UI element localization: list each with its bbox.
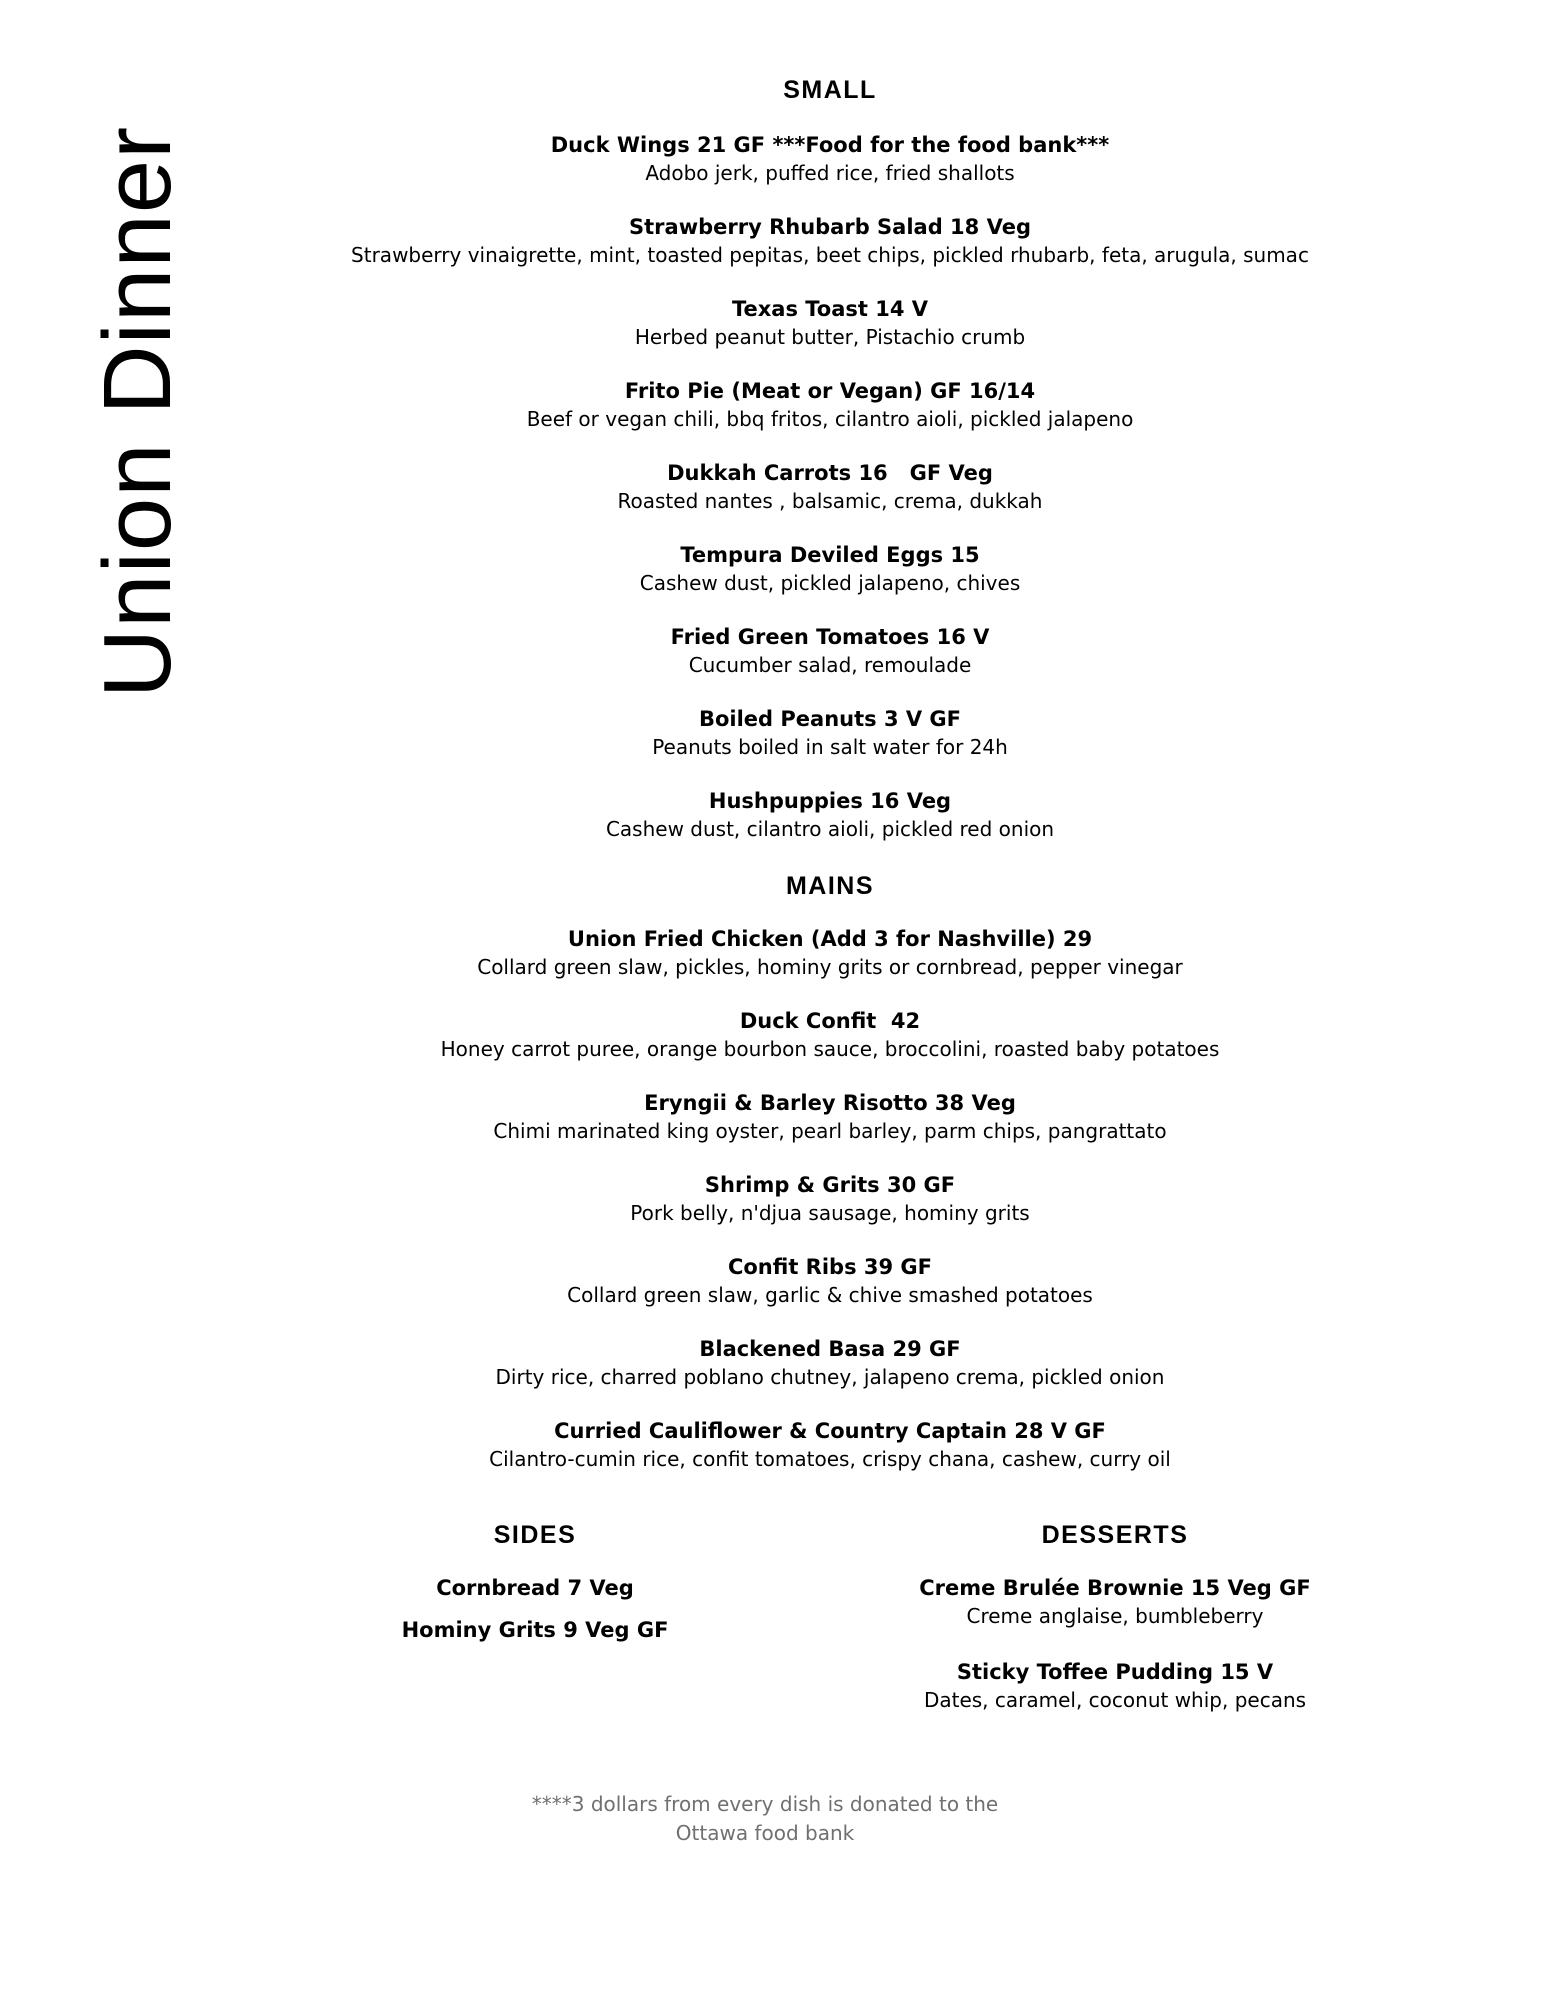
item-name: Curried Cauliflower & Country Captain 28 V GF xyxy=(554,1419,1106,1443)
menu-item xyxy=(300,787,1360,843)
menu-item xyxy=(890,1658,1340,1714)
item-description: Collard green slaw, garlic & chive smashed potatoes xyxy=(567,1283,1093,1307)
menu-item xyxy=(300,1253,1360,1309)
menu-item xyxy=(370,1616,700,1644)
menu-item xyxy=(300,377,1360,433)
mains-heading: MAINS xyxy=(785,872,875,900)
menu-item xyxy=(300,705,1360,761)
item-description: Roasted nantes , balsamic, crema, dukkah xyxy=(617,489,1043,513)
menu-item xyxy=(300,1007,1360,1063)
item-description: Cucumber salad, remoulade xyxy=(688,653,972,677)
item-description: Beef or vegan chili, bbq fritos, cilantro aioli, pickled jalapeno xyxy=(526,407,1134,431)
item-name: Blackened Basa 29 GF xyxy=(699,1337,961,1361)
item-name: Eryngii & Barley Risotto 38 Veg xyxy=(644,1091,1016,1115)
menu-item xyxy=(300,1335,1360,1391)
small-heading: SMALL xyxy=(783,76,877,104)
item-name: Fried Green Tomatoes 16 V xyxy=(670,625,990,649)
item-name: Confit Ribs 39 GF xyxy=(727,1255,933,1279)
item-description: Pork belly, n'djua sausage, hominy grits xyxy=(630,1201,1030,1225)
item-name: Shrimp & Grits 30 GF xyxy=(704,1173,956,1197)
footnote-line: Ottawa food bank xyxy=(675,1821,855,1845)
item-description: Collard green slaw, pickles, hominy grits or cornbread, pepper vinegar xyxy=(477,955,1183,979)
item-name: Union Fried Chicken (Add 3 for Nashville) 29 xyxy=(567,927,1093,951)
menu-item xyxy=(300,1171,1360,1227)
item-name: Strawberry Rhubarb Salad 18 Veg xyxy=(629,215,1031,239)
main-menu xyxy=(300,75,1360,1473)
footnote xyxy=(500,1790,1030,1848)
menu-item xyxy=(370,1574,700,1602)
menu-item xyxy=(300,131,1360,187)
item-description: Dirty rice, charred poblano chutney, jalapeno crema, pickled onion xyxy=(495,1365,1165,1389)
item-description: Dates, caramel, coconut whip, pecans xyxy=(923,1688,1307,1712)
item-description: Herbed peanut butter, Pistachio crumb xyxy=(634,325,1026,349)
small-list xyxy=(300,131,1360,843)
menu-item xyxy=(300,213,1360,269)
item-description: Cilantro-cumin rice, confit tomatoes, crispy chana, cashew, curry oil xyxy=(489,1447,1171,1471)
item-name: Sticky Toffee Pudding 15 V xyxy=(956,1660,1274,1684)
menu-item xyxy=(300,459,1360,515)
menu-item xyxy=(300,1089,1360,1145)
item-name: Duck Wings 21 GF ***Food for the food bank*** xyxy=(550,133,1110,157)
item-description: Creme anglaise, bumbleberry xyxy=(966,1604,1264,1628)
menu-item xyxy=(300,623,1360,679)
menu-title: Union Dinner xyxy=(84,125,191,699)
item-description: Strawberry vinaigrette, mint, toasted pepitas, beet chips, pickled rhubarb, feta, arugula, sumac xyxy=(351,243,1309,267)
menu-item xyxy=(300,1417,1360,1473)
menu-item xyxy=(300,541,1360,597)
item-description: Honey carrot puree, orange bourbon sauce, broccolini, roasted baby potatoes xyxy=(440,1037,1220,1061)
item-name: Tempura Deviled Eggs 15 xyxy=(680,543,980,567)
footnote-line: ****3 dollars from every dish is donated to the xyxy=(531,1792,999,1816)
item-description: Chimi marinated king oyster, pearl barley, parm chips, pangrattato xyxy=(493,1119,1167,1143)
item-name: Duck Confit 42 xyxy=(739,1009,921,1033)
menu-item xyxy=(300,925,1360,981)
item-name: Frito Pie (Meat or Vegan) GF 16/14 xyxy=(624,379,1036,403)
menu-item xyxy=(890,1574,1340,1630)
item-description: Adobo jerk, puffed rice, fried shallots xyxy=(645,161,1015,185)
mains-list xyxy=(300,925,1360,1473)
item-description: Peanuts boiled in salt water for 24h xyxy=(652,735,1008,759)
sides-desserts-section xyxy=(0,1520,1545,1780)
item-name: Cornbread 7 Veg xyxy=(436,1576,634,1600)
item-name: Texas Toast 14 V xyxy=(731,297,929,321)
desserts-heading: DESSERTS xyxy=(1041,1521,1189,1549)
item-description: Cashew dust, pickled jalapeno, chives xyxy=(639,571,1021,595)
menu-item xyxy=(300,295,1360,351)
menu-title-vertical xyxy=(53,0,223,760)
item-name: Hominy Grits 9 Veg GF xyxy=(401,1618,669,1642)
item-name: Creme Brulée Brownie 15 Veg GF xyxy=(919,1576,1311,1600)
item-name: Dukkah Carrots 16 GF Veg xyxy=(667,461,993,485)
sides-heading: SIDES xyxy=(493,1521,577,1549)
item-description: Cashew dust, cilantro aioli, pickled red onion xyxy=(605,817,1055,841)
item-name: Boiled Peanuts 3 V GF xyxy=(698,707,962,731)
desserts-column xyxy=(890,1520,1340,1714)
item-name: Hushpuppies 16 Veg xyxy=(708,789,952,813)
sides-column xyxy=(370,1520,700,1644)
